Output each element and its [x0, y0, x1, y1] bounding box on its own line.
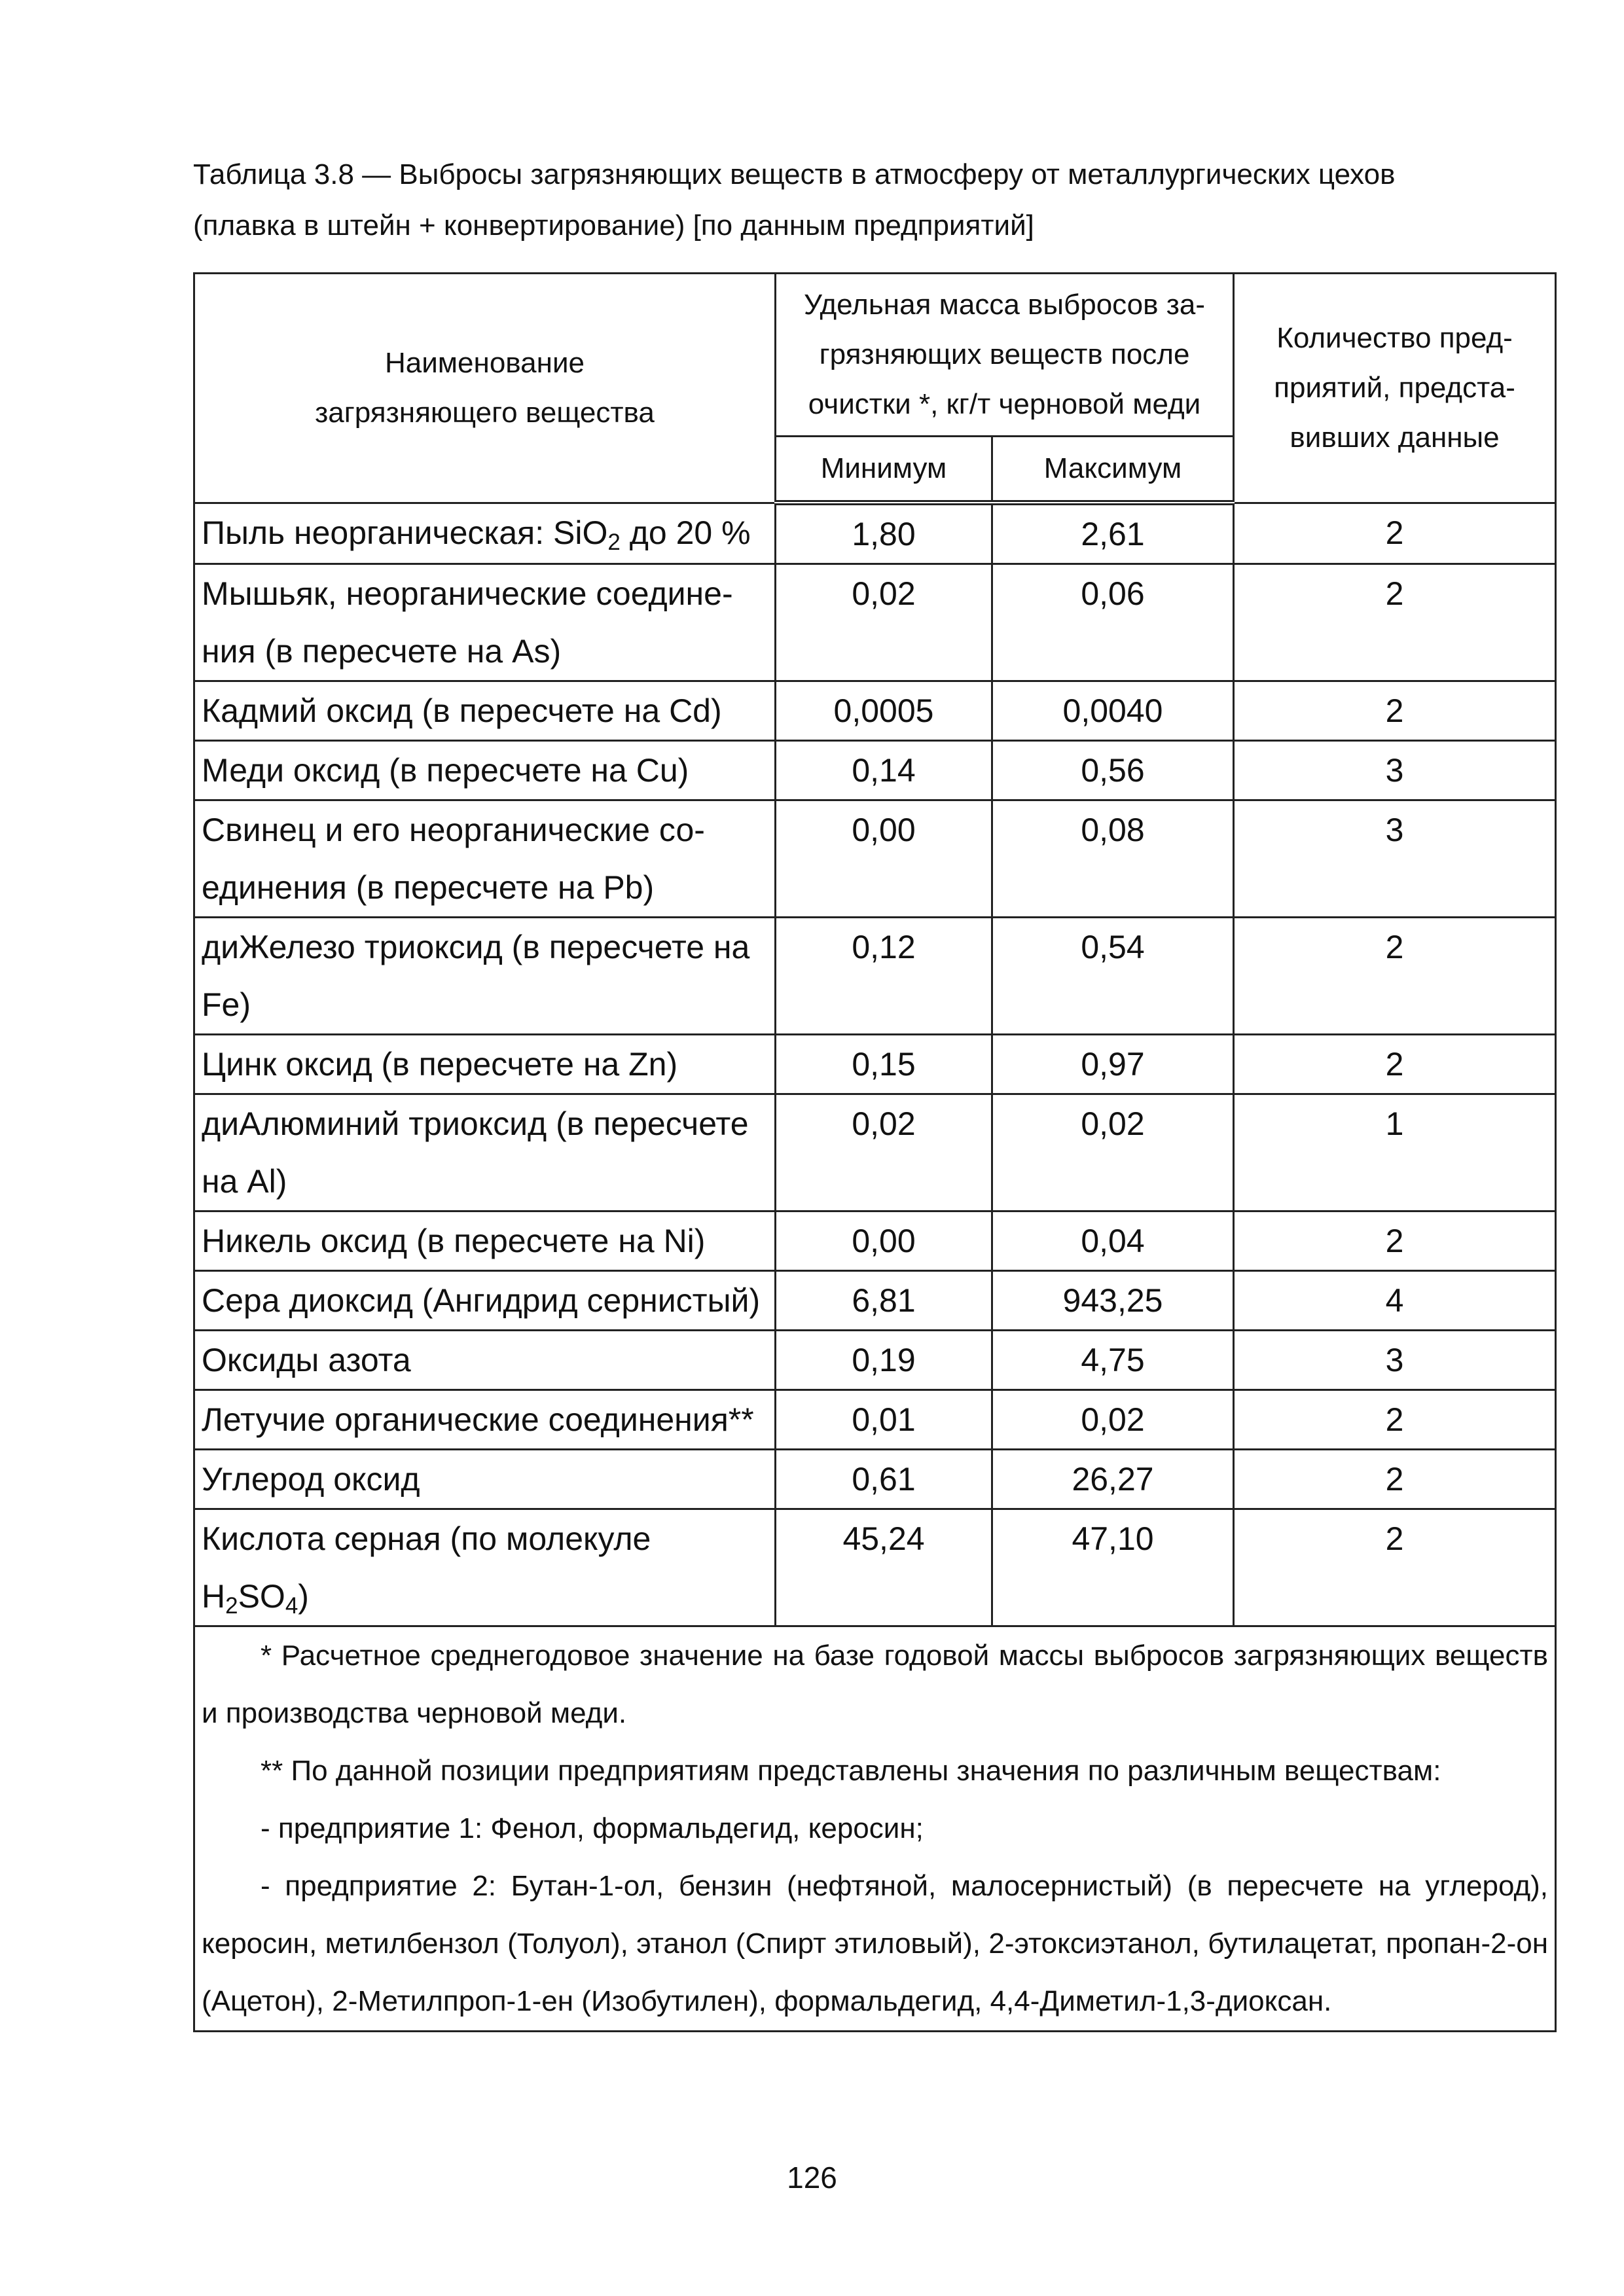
table-row	[194, 1450, 1556, 1509]
cell-max: 0,56	[992, 741, 1234, 800]
cell-substance: Меди оксид (в пересчете на Cu)	[194, 741, 776, 800]
table-row	[194, 800, 1556, 918]
cell-min: 45,24	[776, 1509, 992, 1626]
cell-min: 0,14	[776, 741, 992, 800]
table-row	[194, 1390, 1556, 1450]
table-body	[194, 503, 1556, 1626]
cell-count: 2	[1234, 1211, 1556, 1271]
cell-substance: Летучие органические соединения**	[194, 1390, 776, 1450]
cell-count: 2	[1234, 1390, 1556, 1450]
note-2: ** По данной позиции предприятиям представлены значения по различным веществам:	[261, 1755, 1441, 1787]
cell-min: 0,15	[776, 1035, 992, 1094]
cell-max: 0,04	[992, 1211, 1234, 1271]
cell-count: 2	[1234, 1450, 1556, 1509]
table-header-row	[194, 274, 1556, 437]
cell-substance: Оксиды азота	[194, 1331, 776, 1390]
table-row	[194, 1331, 1556, 1390]
page-number: 126	[787, 2161, 837, 2195]
cell-substance: Никель оксид (в пересчете на Ni)	[194, 1211, 776, 1271]
cell-count: 2	[1234, 564, 1556, 681]
table-row	[194, 741, 1556, 800]
cell-count: 2	[1234, 918, 1556, 1035]
table-row	[194, 1035, 1556, 1094]
table-caption	[193, 149, 1548, 251]
cell-count: 4	[1234, 1271, 1556, 1331]
cell-min: 0,19	[776, 1331, 992, 1390]
header-count: Количество пред- приятий, предста- вивших данные	[1234, 274, 1556, 503]
table-row	[194, 1509, 1556, 1626]
cell-min: 0,02	[776, 564, 992, 681]
table-row	[194, 1094, 1556, 1211]
cell-min: 0,12	[776, 918, 992, 1035]
cell-min: 6,81	[776, 1271, 992, 1331]
cell-min: 0,00	[776, 1211, 992, 1271]
cell-count: 2	[1234, 1509, 1556, 1626]
cell-count: 3	[1234, 800, 1556, 918]
caption-line-2: (плавка в штейн + конвертирование) [по данным предприятий]	[193, 209, 1034, 242]
cell-count: 2	[1234, 1035, 1556, 1094]
cell-max: 0,02	[992, 1390, 1234, 1450]
note-3: - предприятие 1: Фенол, формальдегид, керосин;	[261, 1812, 924, 1844]
cell-max: 0,97	[992, 1035, 1234, 1094]
cell-count: 3	[1234, 741, 1556, 800]
table-row	[194, 1271, 1556, 1331]
cell-max: 0,54	[992, 918, 1234, 1035]
cell-count: 2	[1234, 681, 1556, 741]
emissions-table	[193, 272, 1557, 2032]
cell-substance: диЖелезо триоксид (в пересчете на Fe)	[194, 918, 776, 1035]
header-max: Максимум	[992, 437, 1234, 503]
table-row	[194, 564, 1556, 681]
cell-substance: Кислота серная (по молекуле $H_2SO_4$)	[194, 1509, 776, 1626]
cell-count: 2	[1234, 503, 1556, 564]
cell-max: 0,02	[992, 1094, 1234, 1211]
table-row	[194, 503, 1556, 564]
cell-min: 0,61	[776, 1450, 992, 1509]
cell-max: 0,0040	[992, 681, 1234, 741]
cell-min: 0,0005	[776, 681, 992, 741]
caption-line-1: Таблица 3.8 — Выбросы загрязняющих веществ в атмосферу от металлургических цехов	[193, 158, 1396, 190]
table-row	[194, 918, 1556, 1035]
table-row	[194, 1211, 1556, 1271]
table-notes	[194, 1626, 1556, 2032]
cell-max: 0,06	[992, 564, 1234, 681]
cell-min: 1,80	[776, 503, 992, 564]
cell-count: 3	[1234, 1331, 1556, 1390]
notes-row	[194, 1626, 1556, 2032]
cell-max: 2,61	[992, 503, 1234, 564]
cell-substance: Сера диоксид (Ангидрид сернистый)	[194, 1271, 776, 1331]
cell-substance: диАлюминий триоксид (в пересчете на Al)	[194, 1094, 776, 1211]
cell-max: 943,25	[992, 1271, 1234, 1331]
cell-substance: Кадмий оксид (в пересчете на Cd)	[194, 681, 776, 741]
cell-min: 0,01	[776, 1390, 992, 1450]
cell-substance: Цинк оксид (в пересчете на Zn)	[194, 1035, 776, 1094]
note-4: - предприятие 2: Бутан-1-ол, бензин (нефтяной, малосернистый) (в пересчете на углерод), керосин, метилбензол (Толуол), этанол (Спирт этиловый), 2-этоксиэтанол, бутилацетат, пропан-2-он (Ацетон), 2-Метилпроп-1-ен (Изобутилен), формальдегид, 4,4-Диметил-1,3-диоксан.	[202, 1870, 1549, 2017]
cell-substance: Свинец и его неорганические со- единения (в пересчете на Pb)	[194, 800, 776, 918]
cell-max: 26,27	[992, 1450, 1234, 1509]
table-row	[194, 681, 1556, 741]
note-1: * Расчетное среднегодовое значение на базе годовой массы выбросов загрязняющих веществ и производства черновой меди.	[202, 1640, 1549, 1729]
cell-min: 0,02	[776, 1094, 992, 1211]
cell-substance: Углерод оксид	[194, 1450, 776, 1509]
header-min: Минимум	[776, 437, 992, 503]
cell-substance: Мышьяк, неорганические соедине- ния (в пересчете на As)	[194, 564, 776, 681]
cell-max: 47,10	[992, 1509, 1234, 1626]
header-mass: Удельная масса выбросов за- грязняющих веществ после очистки *, кг/т черновой меди	[776, 274, 1234, 437]
cell-substance: Пыль неорганическая: SiO$_2$ до 20 %	[194, 503, 776, 564]
header-name: Наименование загрязняющего вещества	[194, 274, 776, 503]
cell-count: 1	[1234, 1094, 1556, 1211]
cell-max: 0,08	[992, 800, 1234, 918]
cell-min: 0,00	[776, 800, 992, 918]
cell-max: 4,75	[992, 1331, 1234, 1390]
